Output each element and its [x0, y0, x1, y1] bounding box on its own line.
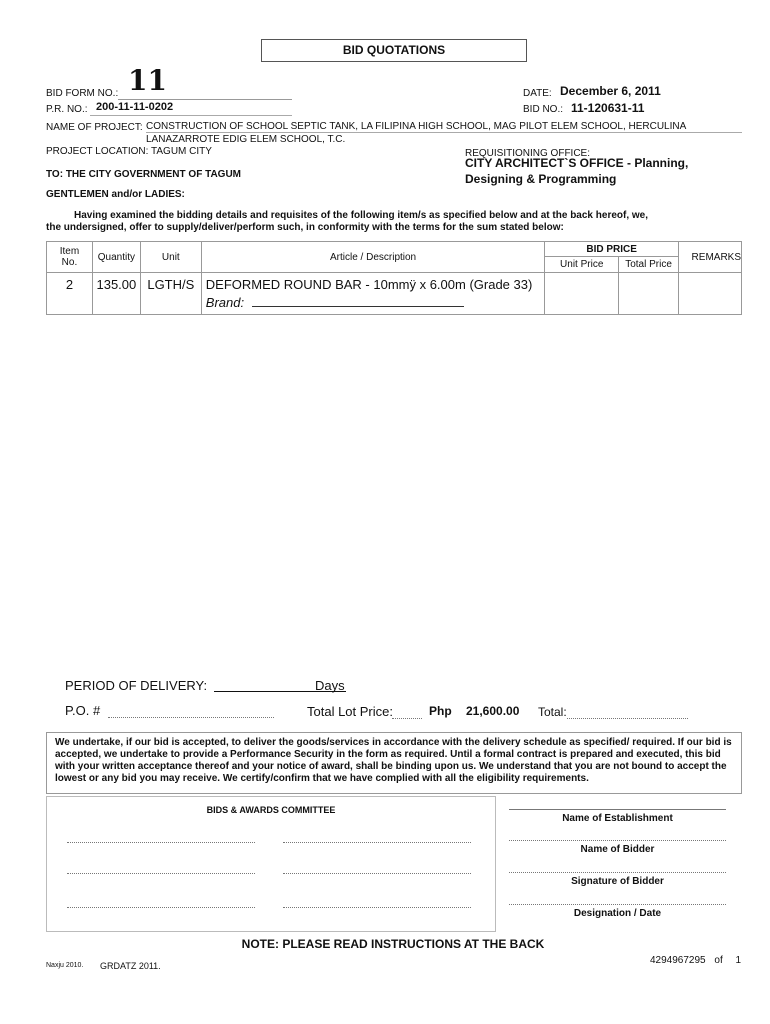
header-bid-price: BID PRICE — [545, 242, 679, 257]
po-field[interactable] — [108, 717, 274, 718]
header-total-price: Total Price — [619, 257, 679, 273]
footer-left-2: GRDATZ 2011. — [100, 961, 161, 971]
page-number — [650, 955, 741, 966]
footer-left-1: Naxju 2010. — [46, 962, 84, 969]
po-label: P.O. # — [65, 703, 101, 718]
bidder-signature-line[interactable] — [509, 872, 726, 873]
total-field[interactable] — [567, 718, 688, 719]
to-recipient: TO: THE CITY GOVERNMENT OF TAGUM — [46, 169, 241, 180]
row-item-no: 2 — [47, 273, 93, 315]
total-lot-value: 21,600.00 — [466, 704, 520, 718]
bac-signature-line-2[interactable] — [283, 842, 471, 843]
bidder-name-label: Name of Bidder — [580, 844, 655, 855]
bac-signature-line-4[interactable] — [283, 873, 471, 874]
row-quantity: 135.00 — [92, 273, 140, 315]
items-table — [46, 241, 742, 315]
req-office-line-2: Designing & Programming — [465, 172, 617, 186]
header-article: Article / Description — [201, 242, 545, 273]
pr-label: P.R. NO.: — [46, 104, 88, 115]
bac-signature-line-6[interactable] — [283, 907, 471, 908]
project-line-2: LANAZARROTE EDIG ELEM SCHOOL, T.C. — [146, 134, 346, 145]
row-unit: LGTH/S — [140, 273, 201, 315]
bidder-name-line[interactable] — [509, 840, 726, 841]
row-remarks[interactable] — [679, 273, 742, 315]
row-description-text: DEFORMED ROUND BAR - 10mmÿ x 6.00m (Grade 33) — [205, 277, 533, 292]
bac-title: BIDS & AWARDS COMMITTEE — [206, 805, 336, 815]
project-label: NAME OF PROJECT: — [46, 122, 143, 133]
salutation: GENTLEMEN and/or LADIES: — [46, 189, 185, 200]
bac-box — [46, 796, 496, 932]
bid-form-number: 11 — [128, 64, 167, 97]
delivery-unit: Days — [315, 678, 345, 693]
designation-line[interactable] — [509, 904, 726, 905]
row-unit-price[interactable] — [545, 273, 619, 315]
table-row — [47, 273, 742, 315]
brand-label: Brand: — [205, 295, 245, 310]
bid-no-label: BID NO.: — [523, 104, 564, 115]
header-quantity: Quantity — [92, 242, 140, 273]
brand-field[interactable] — [252, 306, 464, 307]
page-of: of — [714, 955, 723, 966]
instructions-note: NOTE: PLEASE READ INSTRUCTIONS AT THE BACK — [241, 937, 545, 951]
bid-no-value: 11-120631-11 — [571, 101, 645, 115]
location-value: TAGUM CITY — [151, 146, 212, 157]
page-total: 1 — [735, 955, 742, 966]
row-description — [201, 273, 545, 315]
bid-form-label: BID FORM NO.: — [46, 88, 119, 99]
req-office-line-1: CITY ARCHITECT`S OFFICE - Planning, — [465, 156, 689, 170]
designation-label: Designation / Date — [573, 908, 662, 919]
intro-line-2: the undersigned, offer to supply/deliver/perform such, in conformity with the terms for the sum stated below: — [46, 222, 564, 233]
header-item-no: Item No. — [47, 242, 93, 273]
bac-signature-line-5[interactable] — [67, 907, 255, 908]
undertaking-text: We undertake, if our bid is accepted, to deliver the goods/services in accordance with the delivery schedule as specified/ required. If our bid is accepted, we undertake to provide a Performance Security in the form as required. Until a formal contract is prepared and executed, this bid with your written acceptance thereof and your notice of award, shall be binding upon us. We understand that you are not bound to accept the lowest or any bid you may receive. We certify/confirm that we have complied with all the eligibility requirements. — [55, 737, 732, 784]
header-remarks: REMARKS — [679, 242, 742, 273]
pr-number: 200-11-11-0202 — [96, 101, 174, 113]
location-label: PROJECT LOCATION: — [46, 146, 149, 157]
bac-signature-line-3[interactable] — [67, 873, 255, 874]
currency-label: Php — [429, 704, 452, 718]
header-unit: Unit — [140, 242, 201, 273]
total-lot-label: Total Lot Price: — [307, 704, 393, 719]
delivery-label: PERIOD OF DELIVERY: — [65, 678, 208, 693]
row-total-price[interactable] — [619, 273, 679, 315]
total-label: Total: — [538, 705, 567, 719]
bac-signature-line-1[interactable] — [67, 842, 255, 843]
intro-line-1: Having examined the bidding details and requisites of the following item/s as specified below and at the back hereof, we, — [74, 210, 649, 221]
page-current: 4294967295 — [650, 955, 706, 966]
req-office-label: REQUISITIONING OFFICE: — [465, 148, 591, 159]
date-value: December 6, 2011 — [560, 84, 661, 98]
header-unit-price: Unit Price — [545, 257, 619, 273]
project-line-1: CONSTRUCTION OF SCHOOL SEPTIC TANK, LA FILIPINA HIGH SCHOOL, MAG PILOT ELEM SCHOOL, HERCULINA — [146, 121, 687, 132]
page-title: BID QUOTATIONS — [261, 39, 527, 62]
establishment-line[interactable] — [509, 809, 726, 810]
bidder-signature-label: Signature of Bidder — [571, 876, 664, 887]
date-label: DATE: — [523, 88, 552, 99]
establishment-label: Name of Establishment — [562, 813, 673, 824]
undertaking-notice — [46, 732, 742, 794]
